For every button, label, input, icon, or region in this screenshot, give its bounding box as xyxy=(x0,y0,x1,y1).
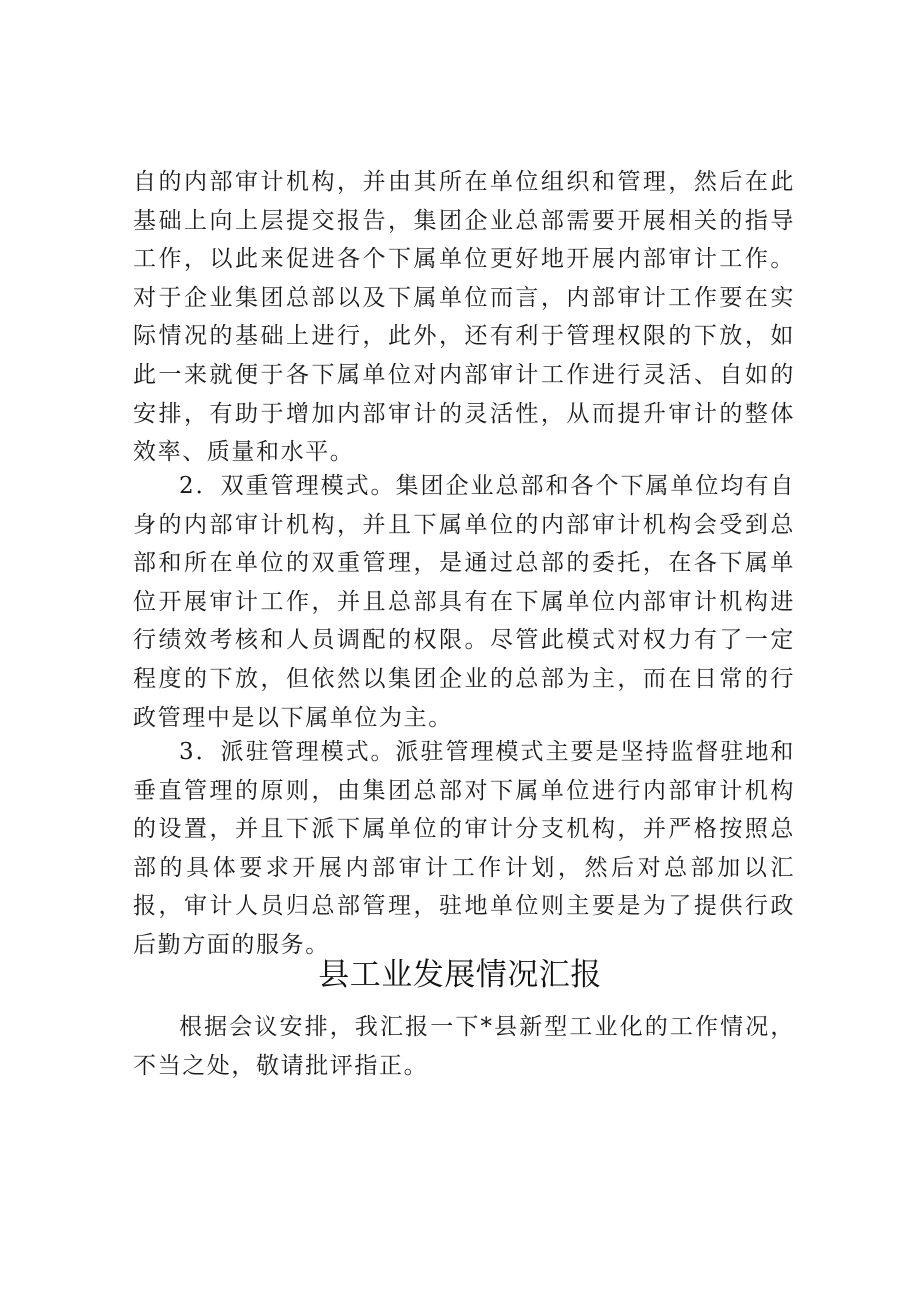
paragraph-audit-organization: 自的内部审计机构，并由其所在单位组织和管理，然后在此基础上向上层提交报告，集团企业总部需要开展相关的指导工作，以此来促进各个下属单位更好地开展内部审计工作。对于企业集团总部以及下属单位而言，内部审计工作要在实际情况的基础上进行，此外，还有利于管理权限的下放，如此一来就便于各下属单位对内部审计工作进行灵活、自如的安排，有助于增加内部审计的灵活性，从而提升审计的整体效率、质量和水平。 xyxy=(133,169,795,466)
paragraph-report-intro: 根据会议安排，我汇报一下*县新型工业化的工作情况，不当之处，敬请批评指正。 xyxy=(133,1014,795,1079)
section-title: 县工业发展情况汇报 xyxy=(318,957,602,993)
paragraph-dispatched-management-mode: 3．派驻管理模式。派驻管理模式主要是坚持监督驻地和垂直管理的原则，由集团总部对下属单位进行内部审计机构的设置，并且下派下属单位的审计分支机构，并严格按照总部的具体要求开展内部审计工作计划，然后对总部加以汇报，审计人员归总部管理，驻地单位则主要是为了提供行政后勤方面的服务。 xyxy=(133,739,795,958)
paragraph-dual-management-mode: 2．双重管理模式。集团企业总部和各个下属单位均有自身的内部审计机构，并且下属单位的内部审计机构会受到总部和所在单位的双重管理，是通过总部的委托，在各下属单位开展审计工作，并且总部具有在下属单位内部审计机构进行绩效考核和人员调配的权限。尽管此模式对权力有了一定程度的下放，但依然以集团企业的总部为主，而在日常的行政管理中是以下属单位为主。 xyxy=(133,473,795,731)
